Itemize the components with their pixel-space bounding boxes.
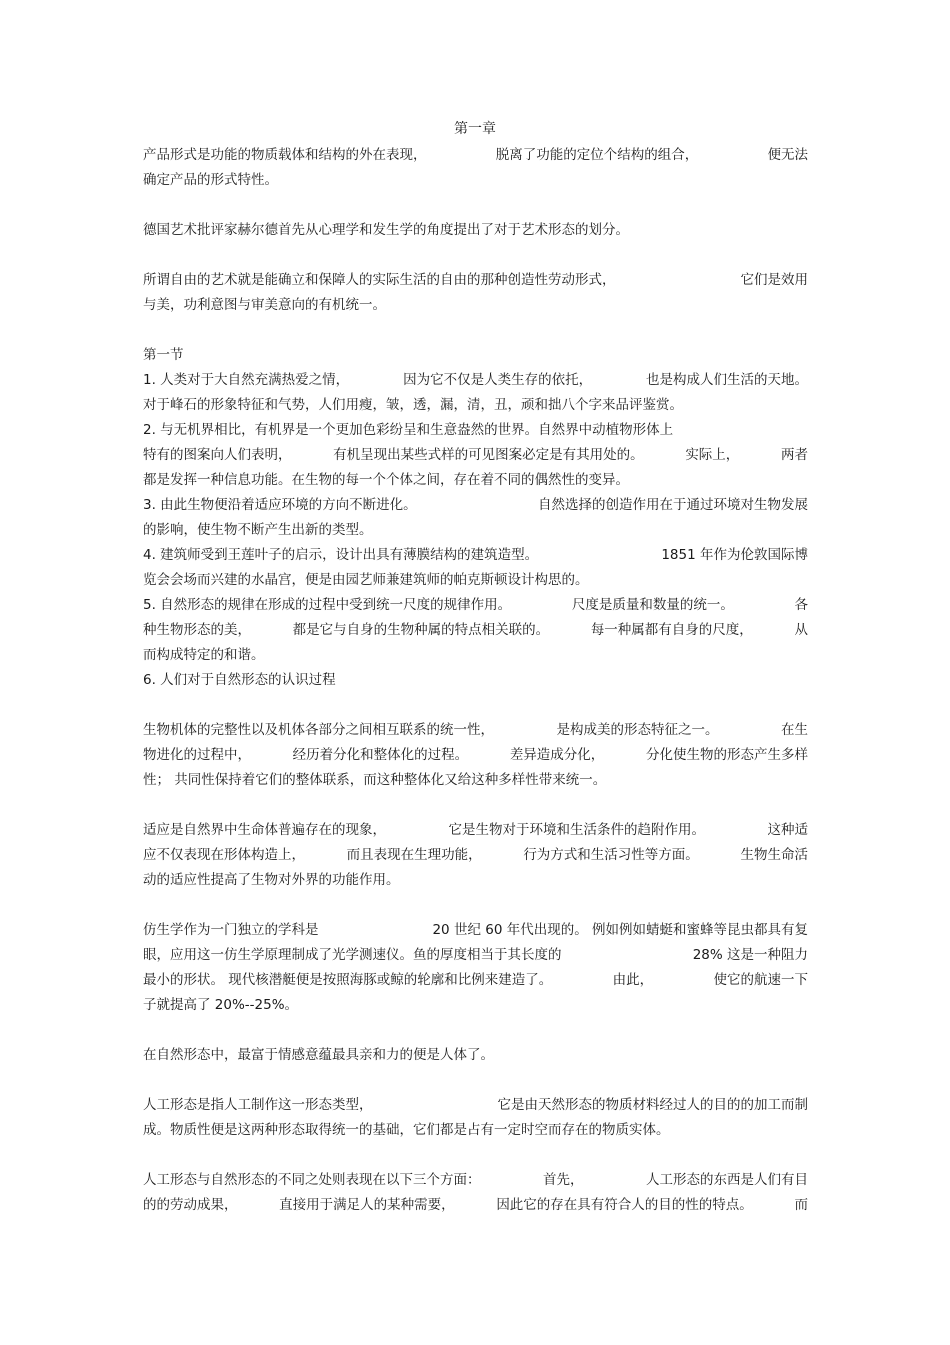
text-segment: 实际上， bbox=[685, 447, 740, 463]
paragraph-gap bbox=[143, 793, 808, 818]
text-line bbox=[143, 168, 808, 193]
text-segment: 5. 自然形态的规律在形成的过程中受到统一尺度的规律作用。 bbox=[143, 597, 512, 613]
paragraph bbox=[143, 218, 808, 243]
text-segment: 人工形态与自然形态的不同之处则表现在以下三个方面： bbox=[143, 1172, 481, 1188]
paragraph-gap bbox=[143, 693, 808, 718]
text-line bbox=[143, 268, 808, 293]
text-line bbox=[143, 593, 808, 618]
text-line bbox=[143, 393, 808, 418]
text-line bbox=[143, 1093, 808, 1118]
text-line bbox=[143, 218, 808, 243]
text-segment: 的影响，使生物不断产生出新的类型。 bbox=[143, 522, 373, 538]
text-segment: 德国艺术批评家赫尔德首先从心理学和发生学的角度提出了对于艺术形态的划分。 bbox=[143, 222, 629, 238]
text-line bbox=[143, 493, 808, 518]
text-line bbox=[143, 1193, 808, 1218]
text-segment: 都是它与自身的生物种属的特点相关联的。 bbox=[292, 622, 550, 638]
text-segment: 首先， bbox=[543, 1172, 584, 1188]
text-segment: 20 世纪 60 年代出现的。 例如例如蜻蜓和蜜蜂等昆虫都具有复 bbox=[432, 922, 808, 938]
text-segment: 对于峰石的形象特征和气势，人们用瘦，皱，透，漏，清，丑，顽和拙八个字来品评鉴赏。 bbox=[143, 397, 683, 413]
text-segment: 生物机体的完整性以及机体各部分之间相互联系的统一性， bbox=[143, 722, 494, 738]
text-line bbox=[143, 818, 808, 843]
text-segment: 尺度是质量和数量的统一。 bbox=[571, 597, 734, 613]
paragraph bbox=[143, 818, 808, 893]
text-line bbox=[143, 543, 808, 568]
text-segment: 而且表现在生理功能， bbox=[346, 847, 482, 863]
text-segment: 6. 人们对于自然形态的认识过程 bbox=[143, 672, 336, 688]
text-segment: 1851 年作为伦敦国际博 bbox=[661, 547, 808, 563]
text-line bbox=[143, 1168, 808, 1193]
text-segment: 特有的图案向人们表明， bbox=[143, 447, 292, 463]
text-segment: 差异造成分化， bbox=[509, 747, 605, 763]
text-segment: 都是发挥一种信息功能。在生物的每一个个体之间，存在着不同的偶然性的变异。 bbox=[143, 472, 629, 488]
text-line bbox=[143, 743, 808, 768]
text-segment: 人工形态是指人工制作这一形态类型， bbox=[143, 1097, 373, 1113]
text-segment: 在自然形态中，最富于情感意蕴最具亲和力的便是人体了。 bbox=[143, 1047, 494, 1063]
text-line bbox=[143, 768, 808, 793]
text-line bbox=[143, 293, 808, 318]
text-segment: 分化使生物的形态产生多样 bbox=[645, 747, 808, 763]
paragraph-gap bbox=[143, 318, 808, 343]
text-segment: 子就提高了 20%--25%。 bbox=[143, 997, 299, 1013]
text-segment: 的的劳动成果， bbox=[143, 1197, 238, 1213]
text-segment: 成。物质性便是这两种形态取得统一的基础，它们都是占有一定时空而存在的物质实体。 bbox=[143, 1122, 670, 1138]
text-segment: 与美，功利意图与审美意向的有机统一。 bbox=[143, 297, 386, 313]
document-body bbox=[143, 143, 808, 1218]
text-line bbox=[143, 918, 808, 943]
chapter-title: 第一章 bbox=[454, 121, 496, 137]
paragraph bbox=[143, 143, 808, 193]
text-segment: 眼，应用这一仿生学原理制成了光学测速仪。鱼的厚度相当于其长度的 bbox=[143, 947, 562, 963]
text-segment: 它们是效用 bbox=[740, 272, 808, 288]
text-segment: 脱离了功能的定位个结构的组合， bbox=[495, 147, 699, 163]
text-segment: 28% 这是一种阻力 bbox=[692, 947, 808, 963]
text-line bbox=[143, 943, 808, 968]
text-segment: 确定产品的形式特性。 bbox=[143, 172, 278, 188]
text-line bbox=[143, 718, 808, 743]
text-segment: 使它的航速一下 bbox=[713, 972, 808, 988]
text-segment: 也是构成人们生活的天地。 bbox=[645, 372, 808, 388]
text-segment: 各 bbox=[794, 597, 808, 613]
text-segment: 因此它的存在具有符合人的目的性的特点。 bbox=[496, 1197, 753, 1213]
text-line bbox=[143, 568, 808, 593]
text-segment: 这种适 bbox=[767, 822, 808, 838]
text-line bbox=[143, 643, 808, 668]
text-line bbox=[143, 1118, 808, 1143]
text-segment: 适应是自然界中生命体普遍存在的现象， bbox=[143, 822, 386, 838]
text-segment: 有机呈现出某些式样的可见图案必定是有其用处的。 bbox=[333, 447, 644, 463]
paragraph-gap bbox=[143, 243, 808, 268]
text-segment: 便无法 bbox=[767, 147, 808, 163]
text-line bbox=[143, 618, 808, 643]
text-segment: 因为它不仅是人类生存的依托， bbox=[403, 372, 593, 388]
text-line bbox=[143, 868, 808, 893]
text-segment: 而 bbox=[794, 1197, 808, 1213]
text-segment: 4. 建筑师受到王莲叶子的启示，设计出具有薄膜结构的建筑造型。 bbox=[143, 547, 539, 563]
text-line bbox=[143, 468, 808, 493]
paragraph bbox=[143, 1168, 808, 1218]
paragraph bbox=[143, 918, 808, 1018]
text-segment: 直接用于满足人的某种需要， bbox=[279, 1197, 455, 1213]
text-line bbox=[143, 993, 808, 1018]
paragraph-gap bbox=[143, 193, 808, 218]
text-line bbox=[143, 368, 808, 393]
text-segment: 种生物形态的美， bbox=[143, 622, 251, 638]
text-segment: 3. 由此生物便沿着适应环境的方向不断进化。 bbox=[143, 497, 417, 513]
text-segment: 经历着分化和整体化的过程。 bbox=[292, 747, 469, 763]
text-segment: 物进化的过程中， bbox=[143, 747, 251, 763]
text-segment: 它是由天然形态的物质材料经过人的目的的加工而制 bbox=[497, 1097, 808, 1113]
text-line bbox=[143, 843, 808, 868]
paragraph bbox=[143, 268, 808, 318]
text-segment: 人工形态的东西是人们有目 bbox=[646, 1172, 808, 1188]
text-line bbox=[143, 668, 808, 693]
text-segment: 而构成特定的和谐。 bbox=[143, 647, 265, 663]
text-line bbox=[143, 1043, 808, 1068]
text-segment: 性； 共同性保持着它们的整体联系，而这种整体化又给这种多样性带来统一。 bbox=[143, 772, 607, 788]
text-segment: 行为方式和生活习性等方面。 bbox=[523, 847, 699, 863]
paragraph bbox=[143, 718, 808, 793]
text-line bbox=[143, 968, 808, 993]
text-segment: 自然选择的创造作用在于通过环境对生物发展 bbox=[538, 497, 808, 513]
text-segment: 产品形式是功能的物质载体和结构的外在表现， bbox=[143, 147, 427, 163]
text-segment: 从 bbox=[794, 622, 808, 638]
text-segment: 2. 与无机界相比，有机界是一个更加色彩纷呈和生意盎然的世界。自然界中动植物形体上 bbox=[143, 422, 674, 438]
paragraph-gap bbox=[143, 893, 808, 918]
text-segment: 在生 bbox=[781, 722, 808, 738]
paragraph bbox=[143, 1043, 808, 1068]
text-line bbox=[143, 343, 808, 368]
text-segment: 生物生命活 bbox=[740, 847, 808, 863]
paragraph-gap bbox=[143, 1068, 808, 1093]
paragraph bbox=[143, 1093, 808, 1143]
text-segment: 是构成美的形态特征之一。 bbox=[556, 722, 719, 738]
text-segment: 两者 bbox=[780, 447, 808, 463]
text-segment: 由此， bbox=[612, 972, 654, 988]
paragraph-gap bbox=[143, 1143, 808, 1168]
text-segment: 所谓自由的艺术就是能确立和保障人的实际生活的自由的那种创造性劳动形式， bbox=[143, 272, 616, 288]
text-line bbox=[143, 443, 808, 468]
text-segment: 仿生学作为一门独立的学科是 bbox=[143, 922, 319, 938]
text-segment: 每一种属都有自身的尺度， bbox=[590, 622, 753, 638]
text-segment: 第一节 bbox=[143, 347, 184, 363]
paragraph-gap bbox=[143, 1018, 808, 1043]
text-segment: 它是生物对于环境和生活条件的趋附作用。 bbox=[448, 822, 705, 838]
text-segment: 1. 人类对于大自然充满热爱之情， bbox=[143, 372, 350, 388]
text-segment: 应不仅表现在形体构造上， bbox=[143, 847, 305, 863]
text-line bbox=[143, 518, 808, 543]
text-segment: 动的适应性提高了生物对外界的功能作用。 bbox=[143, 872, 400, 888]
text-line bbox=[143, 418, 808, 443]
text-line bbox=[143, 143, 808, 168]
paragraph bbox=[143, 343, 808, 693]
text-segment: 览会会场而兴建的水晶宫，便是由园艺师兼建筑师的帕克斯顿设计构思的。 bbox=[143, 572, 589, 588]
text-segment: 最小的形状。 现代核潜艇便是按照海豚或鲸的轮廓和比例来建造了。 bbox=[143, 972, 553, 988]
